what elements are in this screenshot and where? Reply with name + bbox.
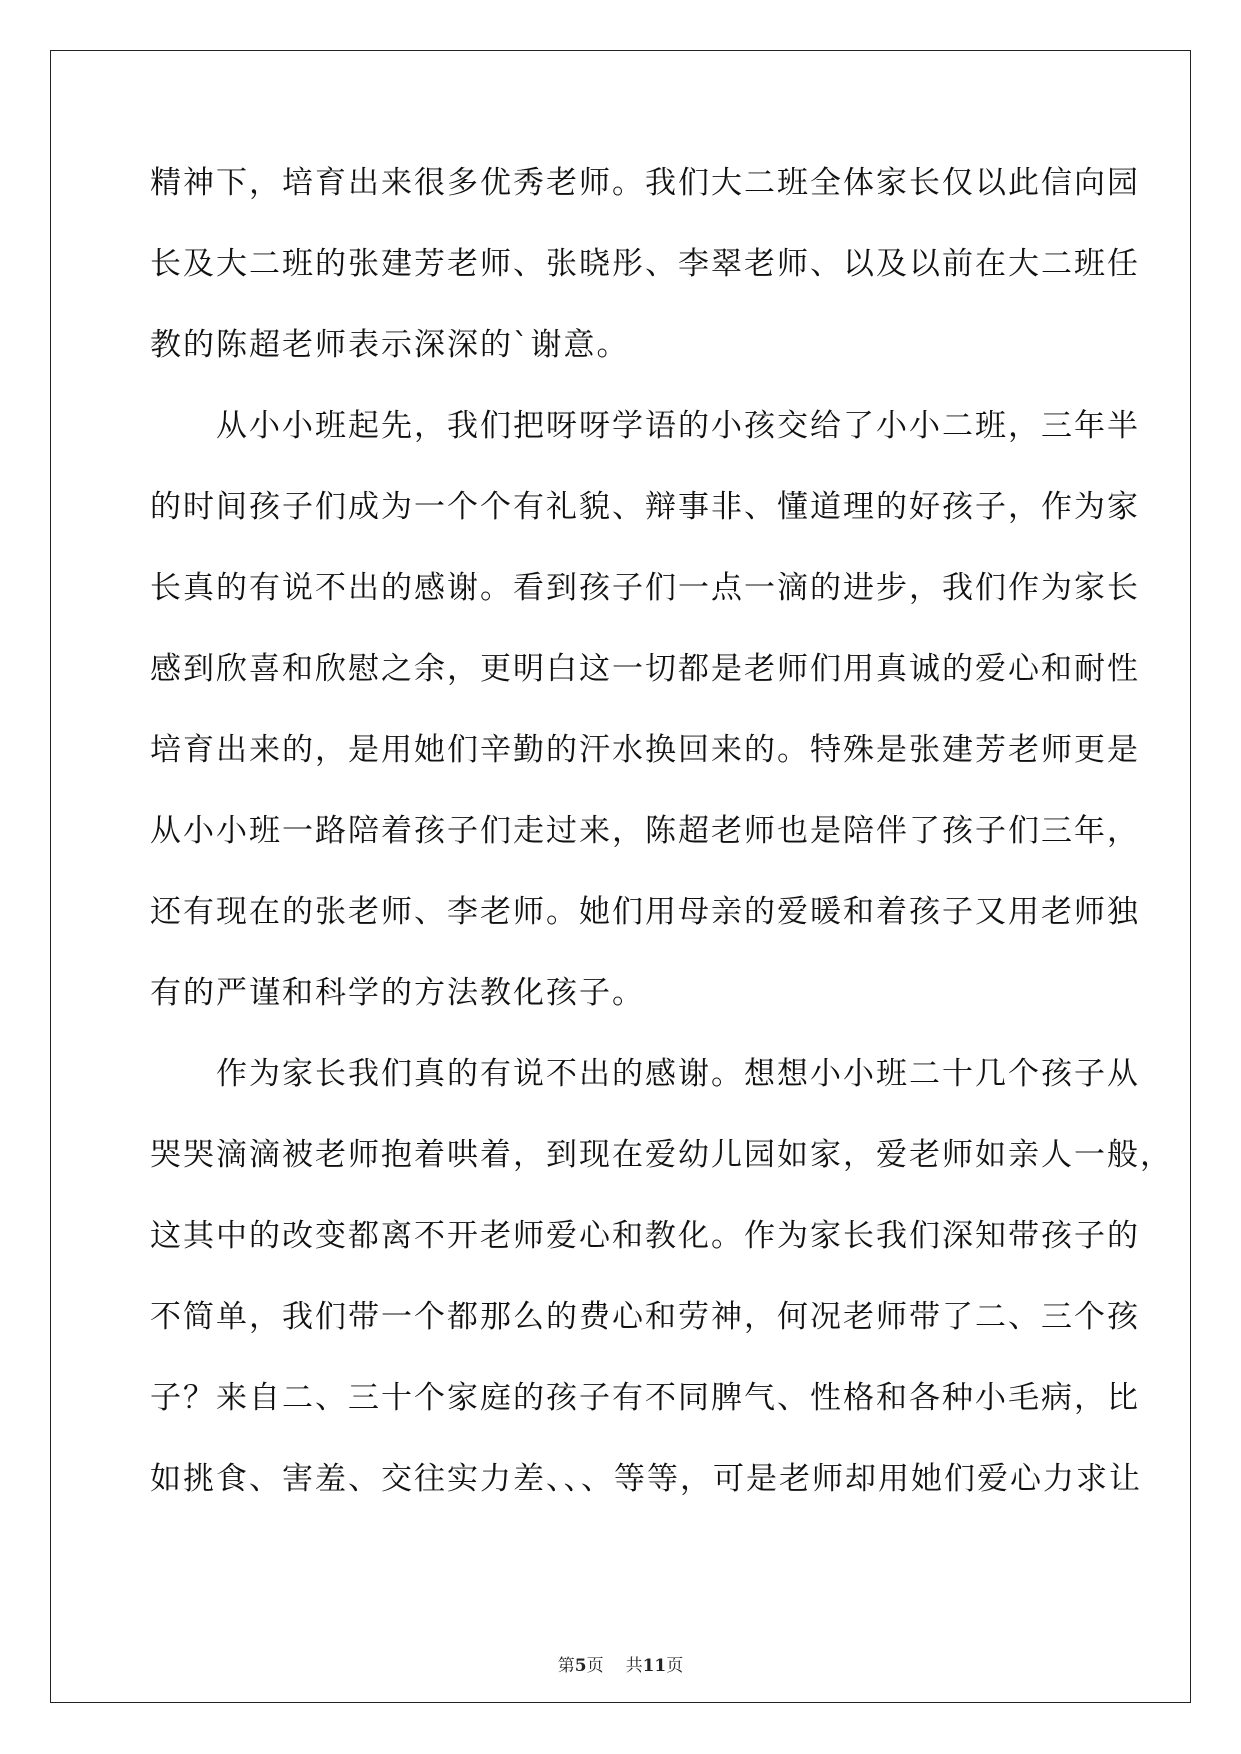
body-line-13: 哭哭滴滴被老师抱着哄着，到现在爱幼儿园如家，爱老师如亲人一般，	[150, 1137, 1173, 1173]
body-line-7: 感到欣喜和欣慰之余，更明白这一切都是老师们用真诚的爱心和耐性	[150, 651, 1140, 687]
page-total: 11	[642, 1656, 667, 1676]
body-line-15: 不简单，我们带一个都那么的费心和劳神，何况老师带了二、三个孩	[150, 1299, 1140, 1335]
body-line-5: 的时间孩子们成为一个个有礼貌、辩事非、懂道理的好孩子，作为家	[150, 489, 1140, 525]
body-line-11: 有的严谨和科学的方法教化孩子。	[150, 975, 645, 1011]
body-line-3: 教的陈超老师表示深深的`谢意。	[150, 327, 630, 363]
document-body	[150, 155, 1173, 1532]
body-line-6: 长真的有说不出的感谢。看到孩子们一点一滴的进步，我们作为家长	[150, 570, 1140, 606]
page-unit: 页	[586, 1656, 604, 1676]
body-line-9: 从小小班一路陪着孩子们走过来，陈超老师也是陪伴了孩子们三年，	[150, 813, 1140, 849]
body-line-2: 长及大二班的张建芳老师、张晓彤、李翠老师、以及以前在大二班任	[150, 246, 1140, 282]
page-footer	[0, 1654, 1241, 1678]
body-line-1: 精神下，培育出来很多优秀老师。我们大二班全体家长仅以此信向园	[150, 165, 1140, 201]
total-prefix: 共	[625, 1656, 643, 1676]
body-line-16: 子？来自二、三十个家庭的孩子有不同脾气、性格和各种小毛病，比	[150, 1380, 1140, 1416]
total-unit: 页	[666, 1656, 684, 1676]
body-line-4: 从小小班起先，我们把呀呀学语的小孩交给了小小二班，三年半	[150, 408, 1140, 444]
page-prefix: 第	[557, 1656, 575, 1676]
page-current: 5	[574, 1656, 587, 1676]
body-line-17: 如挑食、害羞、交往实力差、、、等等，可是老师却用她们爱心力求让	[150, 1461, 1142, 1497]
body-line-8: 培育出来的，是用她们辛勤的汗水换回来的。特殊是张建芳老师更是	[150, 732, 1140, 768]
body-line-12: 作为家长我们真的有说不出的感谢。想想小小班二十几个孩子从	[150, 1056, 1140, 1092]
body-line-10: 还有现在的张老师、李老师。她们用母亲的爱暖和着孩子又用老师独	[150, 894, 1140, 930]
body-line-14: 这其中的改变都离不开老师爱心和教化。作为家长我们深知带孩子的	[150, 1218, 1140, 1254]
